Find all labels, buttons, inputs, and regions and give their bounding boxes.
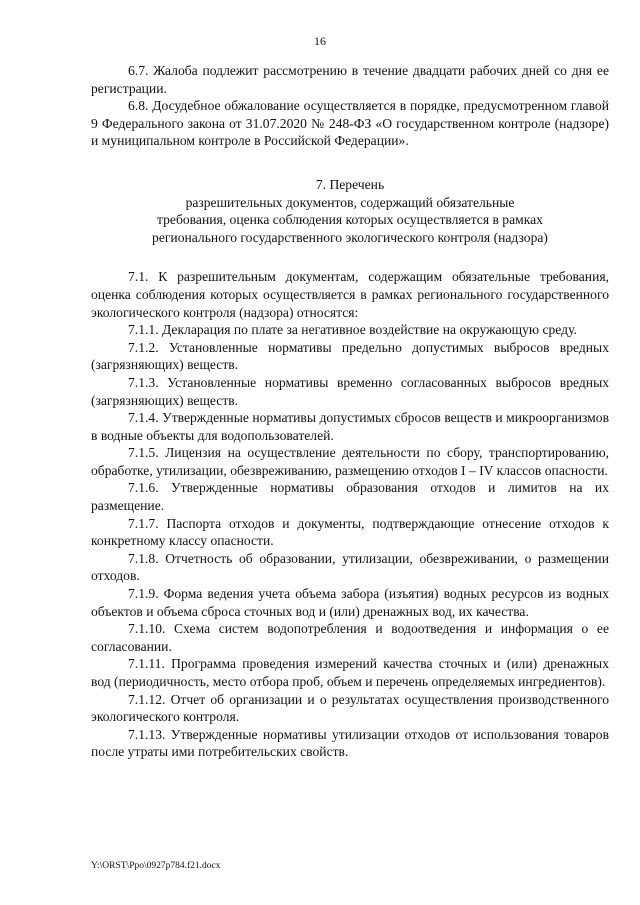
paragraph-7-1-3: 7.1.3. Установленные нормативы временно согласованных выбросов вредных (загрязняющих) веществ.: [91, 374, 609, 408]
paragraph-7-1-5: 7.1.5. Лицензия на осуществление деятельности по сбору, транспортированию, обработке, утилизации, обезвреживанию, размещению отходов I – IV классов опасности.: [91, 445, 609, 478]
paragraph-7-1-2: 7.1.2. Установленные нормативы предельно допустимых выбросов вредных (загрязняющих) веществ.: [91, 339, 609, 373]
paragraph-6-7: 6.7. Жалоба подлежит рассмотрению в течение двадцати рабочих дней со дня ее регистрации.: [91, 63, 609, 96]
paragraph-7-1-9: 7.1.9. Форма ведения учета объема забора (изъятия) водных ресурсов из водных объектов и объема сброса сточных вод и (или) дренажных вод, их качества.: [91, 586, 609, 619]
page-number: 16: [314, 34, 326, 48]
paragraph-6-8: 6.8. Досудебное обжалование осуществляется в порядке, предусмотренном главой 9 Федерального закона от 31.07.2020 № 248-ФЗ «О государственном контроле (надзоре) и муниципальном контроле в Российской Федерации».: [91, 98, 609, 149]
section-title-line: разрешительных документов, содержащий обязательные: [185, 194, 515, 210]
paragraph-7-1-1: 7.1.1. Декларация по плате за негативное воздействие на окружающую среду.: [128, 322, 577, 338]
paragraph-7-1-6: 7.1.6. Утвержденные нормативы образования отходов и лимитов на их размещение.: [91, 480, 609, 514]
section-title-line: требования, оценка соблюдения которых осуществляется в рамках: [157, 212, 543, 228]
paragraph-7-1-8: 7.1.8. Отчетность об образовании, утилизации, обезвреживании, о размещении отходов.: [91, 550, 609, 584]
document-body: [91, 62, 609, 761]
paragraph-7-1-11: 7.1.11. Программа проведения измерений качества сточных и (или) дренажных вод (периодичность, место отбора проб, объем и перечень определяемых ингредиентов).: [91, 656, 609, 689]
paragraph-7-1-13: 7.1.13. Утвержденные нормативы утилизации отходов от использования товаров после утраты ими потребительских свойств.: [91, 726, 609, 760]
paragraph-7-1-7: 7.1.7. Паспорта отходов и документы, подтверждающие отнесение отходов к конкретному классу опасности.: [91, 515, 609, 549]
section-title-line: 7. Перечень: [315, 176, 385, 192]
section-7-title: [91, 176, 609, 246]
paragraph-7-1-10: 7.1.10. Схема систем водопотребления и водоотведения и информация о ее согласовании.: [91, 621, 609, 654]
paragraph-7-1-4: 7.1.4. Утвержденные нормативы допустимых сбросов веществ и микроорганизмов в водные объекты для водопользователей.: [91, 410, 609, 443]
footer-file-path: Y:\ORST\Ppo\0927p784.f21.docx: [91, 861, 221, 871]
paragraph-7-1-12: 7.1.12. Отчет об организации и о результатах осуществления производственного экологического контроля.: [91, 691, 609, 725]
section-title-line: регионального государственного экологического контроля (надзора): [152, 229, 548, 245]
paragraph-7-1: 7.1. К разрешительным документам, содержащим обязательные требования, оценка соблюдения которых осуществляется в рамках регионального государственного экологического контроля (надзора) относятся:: [91, 269, 609, 320]
